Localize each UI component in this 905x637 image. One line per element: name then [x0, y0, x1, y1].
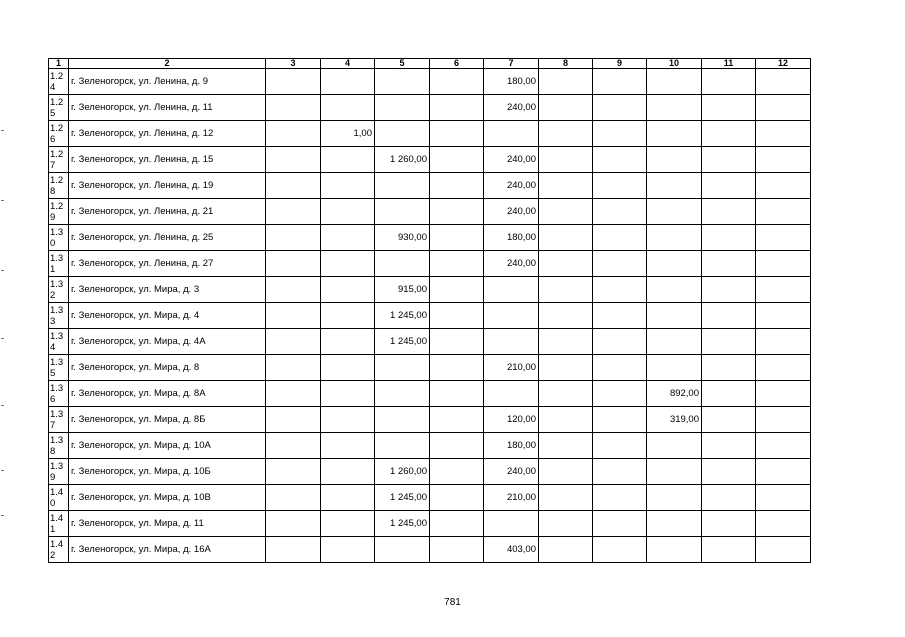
row-number-cell: 1.2 4	[49, 69, 69, 95]
table-row	[49, 147, 811, 173]
column-header: 8	[539, 59, 593, 69]
value-cell-12	[756, 121, 811, 147]
value-cell-6	[430, 121, 484, 147]
value-cell-5: 1 260,00	[375, 459, 430, 485]
value-cell-9	[593, 381, 647, 407]
value-cell-11	[702, 381, 756, 407]
table-row	[49, 303, 811, 329]
margin-mark	[1, 515, 4, 516]
value-cell-9	[593, 485, 647, 511]
value-cell-10	[647, 433, 702, 459]
value-cell-5	[375, 537, 430, 563]
value-cell-7	[484, 121, 539, 147]
table-row	[49, 251, 811, 277]
table-row	[49, 511, 811, 537]
column-header: 11	[702, 59, 756, 69]
value-cell-9	[593, 407, 647, 433]
value-cell-4	[321, 459, 375, 485]
address-cell: г. Зеленогорск, ул. Ленина, д. 19	[69, 173, 266, 199]
value-cell-4	[321, 537, 375, 563]
value-cell-8	[539, 329, 593, 355]
value-cell-12	[756, 147, 811, 173]
address-cell: г. Зеленогорск, ул. Мира, д. 8	[69, 355, 266, 381]
value-cell-10	[647, 69, 702, 95]
column-header: 7	[484, 59, 539, 69]
column-header: 1	[49, 59, 69, 69]
value-cell-9	[593, 537, 647, 563]
value-cell-12	[756, 537, 811, 563]
address-cell: г. Зеленогорск, ул. Ленина, д. 12	[69, 121, 266, 147]
row-number-cell: 1.2 9	[49, 199, 69, 225]
value-cell-4	[321, 381, 375, 407]
value-cell-10	[647, 329, 702, 355]
value-cell-7: 403,00	[484, 537, 539, 563]
value-cell-7: 180,00	[484, 69, 539, 95]
address-cell: г. Зеленогорск, ул. Ленина, д. 21	[69, 199, 266, 225]
value-cell-3	[266, 459, 321, 485]
address-cell: г. Зеленогорск, ул. Мира, д. 4А	[69, 329, 266, 355]
value-cell-3	[266, 121, 321, 147]
value-cell-6	[430, 95, 484, 121]
value-cell-11	[702, 95, 756, 121]
value-cell-10	[647, 225, 702, 251]
value-cell-12	[756, 303, 811, 329]
value-cell-3	[266, 537, 321, 563]
value-cell-5	[375, 173, 430, 199]
value-cell-3	[266, 511, 321, 537]
value-cell-5	[375, 355, 430, 381]
value-cell-6	[430, 433, 484, 459]
value-cell-12	[756, 251, 811, 277]
value-cell-8	[539, 121, 593, 147]
value-cell-9	[593, 147, 647, 173]
value-cell-7	[484, 303, 539, 329]
address-cell: г. Зеленогорск, ул. Ленина, д. 9	[69, 69, 266, 95]
value-cell-12	[756, 329, 811, 355]
value-cell-6	[430, 537, 484, 563]
value-cell-10	[647, 303, 702, 329]
table-row	[49, 381, 811, 407]
value-cell-6	[430, 251, 484, 277]
value-cell-5	[375, 199, 430, 225]
value-cell-5	[375, 433, 430, 459]
value-cell-8	[539, 511, 593, 537]
value-cell-7: 120,00	[484, 407, 539, 433]
value-cell-9	[593, 433, 647, 459]
table-row	[49, 69, 811, 95]
row-number-cell: 1.4 1	[49, 511, 69, 537]
column-header: 12	[756, 59, 811, 69]
value-cell-12	[756, 381, 811, 407]
row-number-cell: 1.3 8	[49, 433, 69, 459]
value-cell-9	[593, 95, 647, 121]
value-cell-3	[266, 433, 321, 459]
table-row	[49, 485, 811, 511]
value-cell-7: 180,00	[484, 433, 539, 459]
column-header: 4	[321, 59, 375, 69]
header-row	[49, 59, 811, 69]
value-cell-6	[430, 303, 484, 329]
value-cell-6	[430, 407, 484, 433]
value-cell-3	[266, 251, 321, 277]
margin-mark	[1, 200, 4, 201]
table-row	[49, 459, 811, 485]
value-cell-12	[756, 69, 811, 95]
value-cell-4: 1,00	[321, 121, 375, 147]
value-cell-10	[647, 251, 702, 277]
value-cell-11	[702, 173, 756, 199]
address-cell: г. Зеленогорск, ул. Ленина, д. 25	[69, 225, 266, 251]
value-cell-5: 930,00	[375, 225, 430, 251]
value-cell-4	[321, 355, 375, 381]
value-cell-4	[321, 407, 375, 433]
value-cell-6	[430, 511, 484, 537]
margin-mark	[1, 130, 4, 131]
value-cell-3	[266, 95, 321, 121]
row-number-cell: 1.3 1	[49, 251, 69, 277]
value-cell-9	[593, 329, 647, 355]
value-cell-5	[375, 69, 430, 95]
value-cell-10	[647, 537, 702, 563]
table-row	[49, 329, 811, 355]
value-cell-7: 240,00	[484, 95, 539, 121]
value-cell-3	[266, 407, 321, 433]
row-number-cell: 1.3 4	[49, 329, 69, 355]
address-cell: г. Зеленогорск, ул. Ленина, д. 15	[69, 147, 266, 173]
column-header: 10	[647, 59, 702, 69]
value-cell-4	[321, 199, 375, 225]
value-cell-12	[756, 433, 811, 459]
address-cell: г. Зеленогорск, ул. Мира, д. 8Б	[69, 407, 266, 433]
value-cell-8	[539, 95, 593, 121]
value-cell-8	[539, 433, 593, 459]
value-cell-4	[321, 95, 375, 121]
value-cell-11	[702, 485, 756, 511]
value-cell-7: 240,00	[484, 251, 539, 277]
value-cell-9	[593, 277, 647, 303]
value-cell-9	[593, 199, 647, 225]
value-cell-8	[539, 147, 593, 173]
address-cell: г. Зеленогорск, ул. Мира, д. 10А	[69, 433, 266, 459]
margin-mark	[1, 405, 4, 406]
value-cell-8	[539, 225, 593, 251]
value-cell-6	[430, 225, 484, 251]
value-cell-11	[702, 69, 756, 95]
value-cell-5	[375, 121, 430, 147]
value-cell-7: 210,00	[484, 355, 539, 381]
value-cell-11	[702, 329, 756, 355]
row-number-cell: 1.3 5	[49, 355, 69, 381]
value-cell-6	[430, 69, 484, 95]
value-cell-3	[266, 147, 321, 173]
value-cell-7	[484, 511, 539, 537]
value-cell-12	[756, 173, 811, 199]
value-cell-10	[647, 355, 702, 381]
value-cell-6	[430, 355, 484, 381]
column-header: 2	[69, 59, 266, 69]
table-row	[49, 433, 811, 459]
value-cell-4	[321, 303, 375, 329]
value-cell-9	[593, 355, 647, 381]
value-cell-5: 1 245,00	[375, 511, 430, 537]
value-cell-12	[756, 225, 811, 251]
table-row	[49, 95, 811, 121]
value-cell-3	[266, 485, 321, 511]
value-cell-6	[430, 173, 484, 199]
value-cell-5	[375, 381, 430, 407]
value-cell-3	[266, 69, 321, 95]
value-cell-8	[539, 407, 593, 433]
value-cell-10	[647, 277, 702, 303]
value-cell-6	[430, 329, 484, 355]
value-cell-9	[593, 251, 647, 277]
value-cell-8	[539, 199, 593, 225]
value-cell-11	[702, 355, 756, 381]
value-cell-9	[593, 173, 647, 199]
value-cell-10: 892,00	[647, 381, 702, 407]
value-cell-5	[375, 407, 430, 433]
value-cell-11	[702, 251, 756, 277]
value-cell-8	[539, 381, 593, 407]
value-cell-9	[593, 121, 647, 147]
value-cell-10	[647, 199, 702, 225]
value-cell-9	[593, 459, 647, 485]
value-cell-7: 240,00	[484, 147, 539, 173]
address-cell: г. Зеленогорск, ул. Ленина, д. 11	[69, 95, 266, 121]
value-cell-6	[430, 459, 484, 485]
value-cell-5	[375, 95, 430, 121]
value-cell-4	[321, 251, 375, 277]
row-number-cell: 1.4 0	[49, 485, 69, 511]
value-cell-5: 1 245,00	[375, 485, 430, 511]
column-header: 6	[430, 59, 484, 69]
value-cell-6	[430, 381, 484, 407]
value-cell-9	[593, 225, 647, 251]
value-cell-7	[484, 277, 539, 303]
value-cell-8	[539, 251, 593, 277]
address-cell: г. Зеленогорск, ул. Ленина, д. 27	[69, 251, 266, 277]
value-cell-10	[647, 147, 702, 173]
value-cell-3	[266, 329, 321, 355]
value-cell-4	[321, 485, 375, 511]
value-cell-7: 210,00	[484, 485, 539, 511]
value-cell-3	[266, 355, 321, 381]
value-cell-12	[756, 199, 811, 225]
value-cell-11	[702, 277, 756, 303]
value-cell-4	[321, 511, 375, 537]
row-number-cell: 1.2 8	[49, 173, 69, 199]
value-cell-6	[430, 147, 484, 173]
value-cell-8	[539, 537, 593, 563]
value-cell-3	[266, 225, 321, 251]
table-row	[49, 173, 811, 199]
row-number-cell: 1.4 2	[49, 537, 69, 563]
value-cell-4	[321, 173, 375, 199]
value-cell-5: 1 245,00	[375, 303, 430, 329]
table-row	[49, 199, 811, 225]
value-cell-8	[539, 69, 593, 95]
row-number-cell: 1.2 6	[49, 121, 69, 147]
column-header: 3	[266, 59, 321, 69]
table-row	[49, 537, 811, 563]
value-cell-5: 1 245,00	[375, 329, 430, 355]
table-row	[49, 407, 811, 433]
value-cell-11	[702, 459, 756, 485]
value-cell-11	[702, 225, 756, 251]
value-cell-3	[266, 303, 321, 329]
address-cell: г. Зеленогорск, ул. Мира, д. 16А	[69, 537, 266, 563]
value-cell-8	[539, 303, 593, 329]
value-cell-3	[266, 199, 321, 225]
value-cell-4	[321, 277, 375, 303]
value-cell-10	[647, 121, 702, 147]
value-cell-12	[756, 485, 811, 511]
row-number-cell: 1.3 2	[49, 277, 69, 303]
value-cell-3	[266, 381, 321, 407]
value-cell-11	[702, 511, 756, 537]
value-cell-8	[539, 355, 593, 381]
data-table	[48, 58, 811, 563]
value-cell-10	[647, 459, 702, 485]
value-cell-3	[266, 277, 321, 303]
value-cell-12	[756, 277, 811, 303]
margin-mark	[1, 270, 4, 271]
value-cell-8	[539, 173, 593, 199]
page-number: 781	[444, 597, 461, 608]
value-cell-10	[647, 173, 702, 199]
value-cell-4	[321, 433, 375, 459]
row-number-cell: 1.2 7	[49, 147, 69, 173]
value-cell-4	[321, 69, 375, 95]
value-cell-5: 915,00	[375, 277, 430, 303]
value-cell-7: 240,00	[484, 173, 539, 199]
table-row	[49, 355, 811, 381]
row-number-cell: 1.3 9	[49, 459, 69, 485]
value-cell-11	[702, 407, 756, 433]
value-cell-9	[593, 511, 647, 537]
value-cell-4	[321, 147, 375, 173]
row-number-cell: 1.3 3	[49, 303, 69, 329]
value-cell-12	[756, 511, 811, 537]
row-number-cell: 1.3 7	[49, 407, 69, 433]
value-cell-3	[266, 173, 321, 199]
value-cell-8	[539, 459, 593, 485]
margin-mark	[1, 338, 4, 339]
value-cell-8	[539, 277, 593, 303]
margin-mark	[1, 470, 4, 471]
value-cell-6	[430, 277, 484, 303]
value-cell-5	[375, 251, 430, 277]
address-cell: г. Зеленогорск, ул. Мира, д. 8А	[69, 381, 266, 407]
address-cell: г. Зеленогорск, ул. Мира, д. 4	[69, 303, 266, 329]
column-header: 5	[375, 59, 430, 69]
value-cell-11	[702, 147, 756, 173]
value-cell-7: 180,00	[484, 225, 539, 251]
value-cell-10	[647, 511, 702, 537]
row-number-cell: 1.2 5	[49, 95, 69, 121]
value-cell-11	[702, 303, 756, 329]
value-cell-8	[539, 485, 593, 511]
address-cell: г. Зеленогорск, ул. Мира, д. 10В	[69, 485, 266, 511]
value-cell-11	[702, 537, 756, 563]
value-cell-5: 1 260,00	[375, 147, 430, 173]
table-row	[49, 225, 811, 251]
value-cell-7	[484, 381, 539, 407]
value-cell-6	[430, 199, 484, 225]
value-cell-10: 319,00	[647, 407, 702, 433]
value-cell-4	[321, 329, 375, 355]
value-cell-12	[756, 355, 811, 381]
value-cell-9	[593, 69, 647, 95]
value-cell-12	[756, 459, 811, 485]
address-cell: г. Зеленогорск, ул. Мира, д. 3	[69, 277, 266, 303]
value-cell-7	[484, 329, 539, 355]
value-cell-10	[647, 485, 702, 511]
value-cell-11	[702, 433, 756, 459]
value-cell-4	[321, 225, 375, 251]
table-body	[49, 69, 811, 563]
column-header: 9	[593, 59, 647, 69]
value-cell-11	[702, 121, 756, 147]
value-cell-12	[756, 95, 811, 121]
table-row	[49, 121, 811, 147]
value-cell-10	[647, 95, 702, 121]
value-cell-7: 240,00	[484, 459, 539, 485]
row-number-cell: 1.3 6	[49, 381, 69, 407]
table-row	[49, 277, 811, 303]
value-cell-9	[593, 303, 647, 329]
value-cell-12	[756, 407, 811, 433]
value-cell-6	[430, 485, 484, 511]
row-number-cell: 1.3 0	[49, 225, 69, 251]
address-cell: г. Зеленогорск, ул. Мира, д. 10Б	[69, 459, 266, 485]
address-cell: г. Зеленогорск, ул. Мира, д. 11	[69, 511, 266, 537]
value-cell-11	[702, 199, 756, 225]
value-cell-7: 240,00	[484, 199, 539, 225]
